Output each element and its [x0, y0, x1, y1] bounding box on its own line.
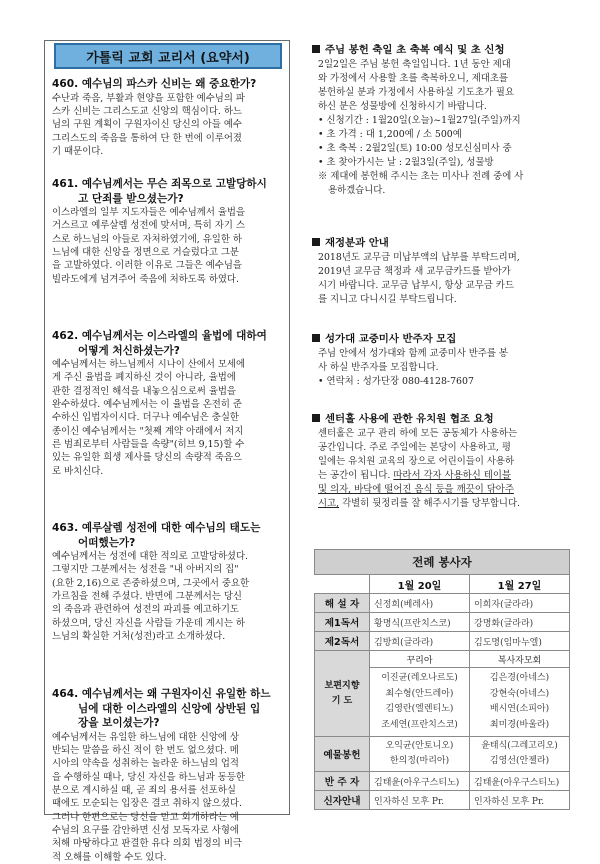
table-row: 예물봉헌 오익균(안토니오) 한의정(마리아) 윤태식(그레고리오) 김영선(안젤라)	[315, 737, 570, 772]
notice-title: 성가대 교중미사 반주자 모집	[312, 332, 570, 347]
notice-text: 주님 안에서 성가대와 함께 교중미사 반주를 봉 사 하실 반주자를 모집합니다.	[318, 348, 508, 373]
notice-title: 재정분과 안내	[312, 236, 570, 251]
catechism-header: 가톨릭 교회 교리서 (요약서)	[54, 43, 282, 69]
notice-finance	[312, 236, 570, 307]
notice-text: 2018년도 교무금 미납부액의 납부를 부탁드리며, 2019년 교무금 책정과 새 교무금카드를 받아가 시기 바랍니다. 교무금 납부시, 항상 교무금 카드 를 지니고 다니시길 부탁드립니다.	[318, 252, 520, 305]
notice-note: ※ 제대에 봉헌해 주시는 초는 미사나 전례 중에 사 용하겠습니다.	[318, 171, 524, 196]
schedule-title: 전례 봉사자	[315, 550, 570, 575]
catechism-box	[44, 40, 290, 863]
notice-text: 2일2일은 주님 봉헌 축일입니다. 1년 동안 제대 와 가정에서 사용할 초를 축복하오니, 제대초를 봉헌하실 분과 가정에서 사용하실 기도초가 필요 하신 분은 성물방에 신청하시기 바랍니다.	[318, 59, 515, 112]
schedule-corner	[315, 575, 370, 594]
liturgy-schedule-table	[314, 549, 570, 810]
notice-choir	[312, 332, 570, 389]
answer-text: 수난과 죽음, 부활과 현양을 포함한 예수님의 파 스카 신비는 그리스도교 신앙의 핵심이다. 하느 님의 구원 계획이 구원자이신 당신의 아들 예수 그리스도의 죽음을 통하여 단 한 번에 이루어졌 기 때문이다.	[52, 92, 245, 157]
catechism-item-462	[52, 329, 286, 478]
answer-text: 예수님께서는 유일한 하느님에 대한 신앙에 상 반되는 말씀을 하신 적이 한 번도 없으셨다. 메 시아의 약속을 성취하는 놀라운 하느님의 업적 을 수행하실 때나, 당신 자신을 하느님과 동등한 분으로 계시하실 때, 곧 죄의 용서를 선포하실 때에도 모순되는 입장은 결코 취하지 않으셨다. 그러나 한편으로는 당신을 믿고 회개하라는 예 수님의 요구를 감안하면 신성 모독자로 사형에 처해 마땅하다고 판결한 유다 의회 법정의 비극 적 오해를 이해할 수도 있다.	[52, 731, 245, 863]
square-bullet-icon	[312, 45, 320, 53]
notice-candle-blessing	[312, 43, 570, 198]
table-row: 보편지향 기 도 꾸리아 복사자모회	[315, 651, 570, 668]
notice-title: 주님 봉헌 축일 초 축복 예식 및 초 신청	[312, 43, 570, 58]
altar-label: 보편지향 기 도	[315, 651, 370, 737]
table-row: 반 주 자 김태윤(아우구스티노) 김태윤(아우구스티노)	[315, 772, 570, 791]
list-item: • 신청기간 : 1월20일(오늘)~1월27일(주일)까지	[318, 114, 570, 128]
date-header: 1월 27일	[470, 575, 570, 594]
question-title: 461. 예수님께서는 무슨 죄목으로 고발당하시 고 단죄를 받으셨는가?	[52, 178, 267, 205]
answer-text: 이스라엘의 일부 지도자들은 예수님께서 율법을 거스르고 예루살렘 성전에 맞서며, 특히 자기 스 스로 하느님의 아들로 자처하였기에, 유일한 하 느님에 대한 신앙을 정면으로 거슬렀다고 그분 을 고발하였다. 이러한 이유로 그들은 예수님을 빌라도에게 넘겨주어 죽음에 처하도록 하였다.	[52, 207, 246, 285]
table-row: 제1독서 황명식(프란치스코) 강명화(글라라)	[315, 613, 570, 632]
notice-text: 센터홀은 교구 관리 하에 모든 공동체가 사용하는 공간입니다. 주로 주일에는 본당이 사용하고, 평 일에는 유치원 교육의 장으로 어린이들이 사용하 는 공간이 됩니다. 따라서 각자 사용하신 테이블 및 의자, 바닥에 떨어진 음식 등을 깨끗이 닦아주 시고, 각별히 뒷정리를 잘 해주시기를 당부합니다.	[318, 428, 520, 509]
answer-text: 예수님께서는 성전에 대한 적의로 고발당하셨다. 그렇지만 그분께서는 성전을 "내 아버지의 집" (요한 2,16)으로 존중하셨으며, 그곳에서 중요한 가르침을 전해 주셨다. 반면에 그분께서는 당신 의 죽음과 관련하여 성전의 파괴를 예고하기도 하셨으며, 당신 자신을 사람들 가운데 계시는 하 느님의 확실한 거처(성전)라고 소개하셨다.	[52, 551, 250, 643]
date-header: 1월 20일	[370, 575, 470, 594]
square-bullet-icon	[312, 334, 320, 342]
catechism-item-461	[52, 177, 286, 286]
table-row: 제2독서 김방희(글라라) 김도명(임마누엘)	[315, 632, 570, 651]
catechism-item-463	[52, 521, 286, 643]
notice-title: 센터홀 사용에 관한 유치원 협조 요청	[312, 412, 570, 427]
catechism-item-460	[52, 77, 286, 158]
notice-bullets	[312, 114, 570, 170]
table-row: 이진균(레오나르도) 최수형(안드레아) 김영란(엘렌티노) 조세연(프란치스코) 김은경(아네스) 강현숙(아네스) 배시연(소피아) 최미경(바울라)	[315, 668, 570, 737]
question-title: 462. 예수님께서는 이스라엘의 율법에 대하여 어떻게 처신하셨는가?	[52, 330, 267, 357]
table-row: 해 설 자 신정희(베레사) 이희자(글라라)	[315, 594, 570, 613]
question-title: 463. 예루살렘 성전에 대한 예수님의 태도는 어떠했는가?	[52, 522, 261, 549]
list-item: • 연락처 : 성가단장 080-4128-7607	[318, 375, 570, 389]
notice-bullets	[312, 375, 570, 389]
question-title: 460. 예수님의 파스카 신비는 왜 중요한가?	[52, 78, 257, 90]
list-item: • 초 축복 : 2월2일(토) 10:00 성모신심미사 중	[318, 142, 570, 156]
notice-center-hall	[312, 412, 570, 511]
catechism-item-464	[52, 687, 286, 864]
square-bullet-icon	[312, 414, 320, 422]
square-bullet-icon	[312, 238, 320, 246]
list-item: • 초 가격 : 대 1,200예 / 소 500예	[318, 128, 570, 142]
list-item: • 초 찾아가시는 날 : 2월3일(주일), 성물방	[318, 156, 570, 170]
answer-text: 예수님께서는 하느님께서 시나이 산에서 모세에 게 주신 율법을 폐지하신 것이 아니라, 율법에 관한 결정적인 해석을 내놓으심으로써 율법을 완수하셨다. 예수님께서는 이 율법을 온전히 준 수하신 입법자이시다. 더구나 예수님은 충실한 종이신 예수님께서는 "첫째 계약 아래에서 저지 른 범죄로부터 사람들을 속량"(히브 9,15)할 수 있는 유일한 희생 제사를 당신의 속량적 죽음으 로 바치신다.	[52, 359, 246, 477]
table-row: 신자안내 인자하신 모후 Pr. 인자하신 모후 Pr.	[315, 791, 570, 810]
question-title: 464. 예수님께서는 왜 구원자이신 유일한 하느 님에 대한 이스라엘의 신앙에 상반된 입 장을 보이셨는가?	[52, 688, 271, 729]
